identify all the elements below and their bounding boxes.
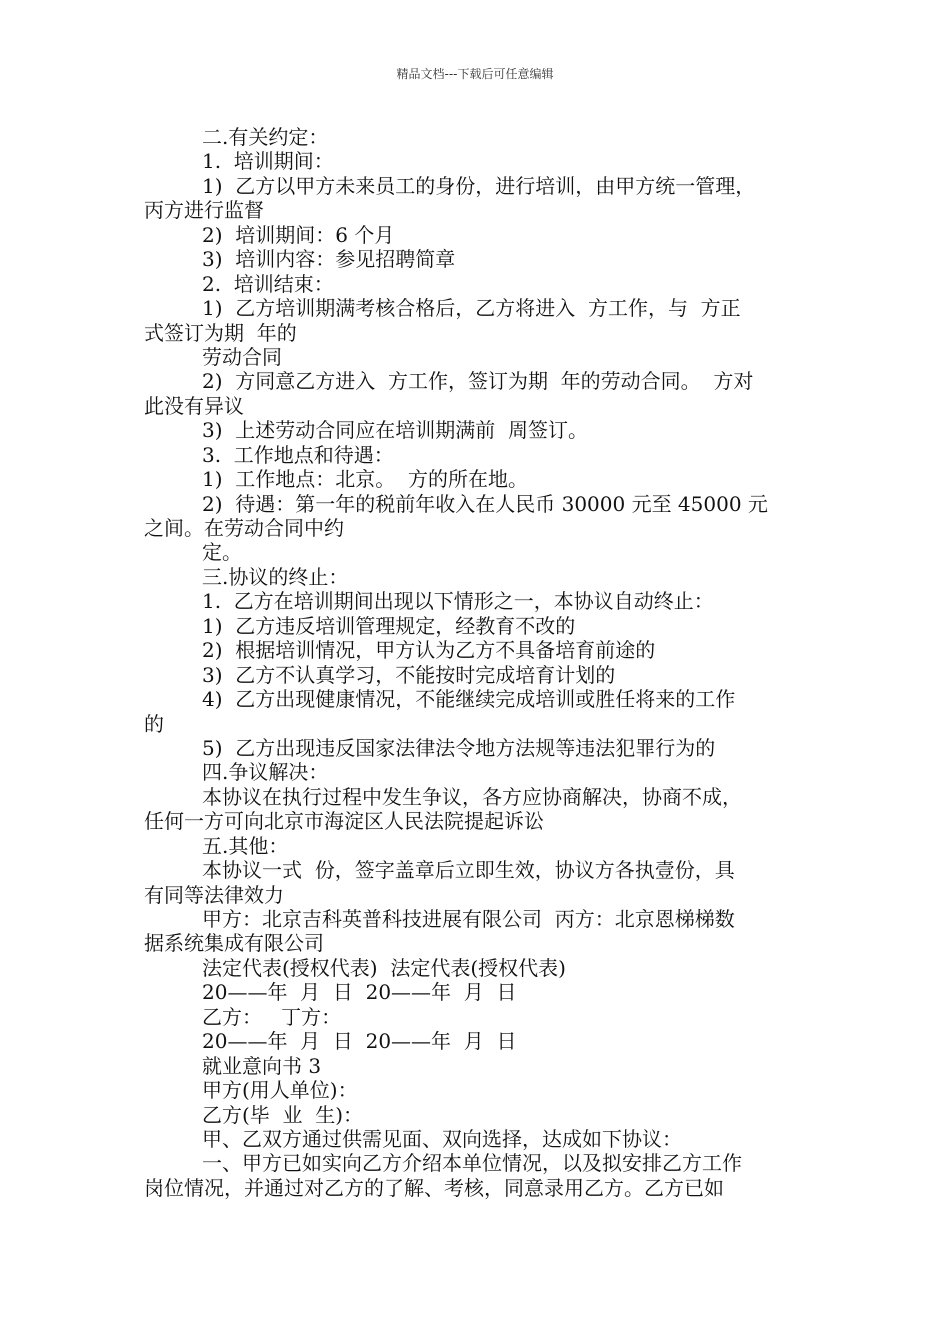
document-line: 本协议一式 份，签字盖章后立即生效，协议方各执壹份，具 [202, 858, 735, 883]
document-line: 20——年 月 日 20——年 月 日 [202, 1029, 517, 1054]
document-line: 3) 乙方不认真学习，不能按时完成培育计划的 [202, 662, 616, 687]
document-line: 劳动合同 [202, 344, 282, 369]
document-line: 3) 培训内容：参见招聘简章 [202, 247, 456, 272]
document-line: 1) 乙方培训期满考核合格后，乙方将进入 方工作，与 方正 [202, 296, 741, 321]
document-line: 2) 培训期间：6 个月 [202, 222, 395, 247]
document-line: 3) 上述劳动合同应在培训期满前 周签订。 [202, 418, 588, 443]
document-line: 5) 乙方出现违反国家法律法令地方法规等违法犯罪行为的 [202, 735, 716, 760]
document-line: 丙方进行监督 [144, 198, 264, 223]
document-line: 二.有关约定： [202, 125, 329, 149]
document-line: 式签订为期 年的 [144, 320, 297, 345]
document-line: 1) 乙方违反培训管理规定，经教育不改的 [202, 613, 576, 638]
document-line: 之间。在劳动合同中约 [144, 516, 344, 540]
document-line: 4) 乙方出现健康情况，不能继续完成培训或胜任将来的工作 [202, 687, 736, 712]
document-line: 3. 工作地点和待遇： [202, 442, 394, 467]
document-line: 五.其他： [202, 833, 289, 858]
document-line: 此没有异议 [144, 393, 244, 418]
document-line: 法定代表(授权代表) 法定代表(授权代表) [202, 955, 566, 980]
document-line: 一、甲方已如实向乙方介绍本单位情况，以及拟安排乙方工作 [202, 1151, 742, 1176]
document-line: 2) 根据培训情况，甲方认为乙方不具备培育前途的 [202, 638, 656, 663]
document-line: 甲方(用人单位)： [202, 1078, 358, 1103]
document-line: 任何一方可向北京市海淀区人民法院提起诉讼 [144, 809, 544, 834]
document-line: 1) 乙方以甲方未来员工的身份，进行培训，由甲方统一管理， [202, 173, 756, 198]
document-line: 的 [144, 711, 164, 736]
document-line: 2. 培训结束： [202, 271, 334, 296]
document-line: 甲、乙双方通过供需见面、双向选择，达成如下协议： [202, 1126, 682, 1151]
document-line: 1) 工作地点：北京。 方的所在地。 [202, 467, 528, 492]
document-line: 20——年 月 日 20——年 月 日 [202, 980, 517, 1005]
document-line: 岗位情况，并通过对乙方的了解、考核，同意录用乙方。乙方已如 [144, 1175, 724, 1200]
document-body [144, 125, 810, 1200]
document-line: 四.争议解决： [202, 760, 329, 785]
document-line: 1. 乙方在培训期间出现以下情形之一，本协议自动终止： [202, 589, 714, 614]
document-line: 2) 待遇：第一年的税前年收入在人民币 30000 元至 45000 元 [202, 491, 768, 516]
document-line: 三.协议的终止： [202, 564, 349, 589]
page-header: 精品文档---下载后可任意编辑 [396, 67, 554, 81]
document-line: 1. 培训期间： [202, 149, 334, 174]
document-line: 就业意向书 3 [202, 1053, 322, 1078]
document-line: 有同等法律效力 [144, 882, 284, 907]
document-line: 2) 方同意乙方进入 方工作，签订为期 年的劳动合同。 方对 [202, 369, 754, 394]
document-line: 乙方(毕 业 生)： [202, 1102, 364, 1127]
document-line: 甲方：北京吉科英普科技进展有限公司 丙方：北京恩梯梯数 [202, 907, 735, 931]
document-line: 定。 [202, 540, 242, 565]
document-line: 乙方： 丁方： [202, 1004, 342, 1029]
document-line: 本协议在执行过程中发生争议，各方应协商解决，协商不成， [202, 784, 742, 809]
document-line: 据系统集成有限公司 [144, 931, 324, 956]
